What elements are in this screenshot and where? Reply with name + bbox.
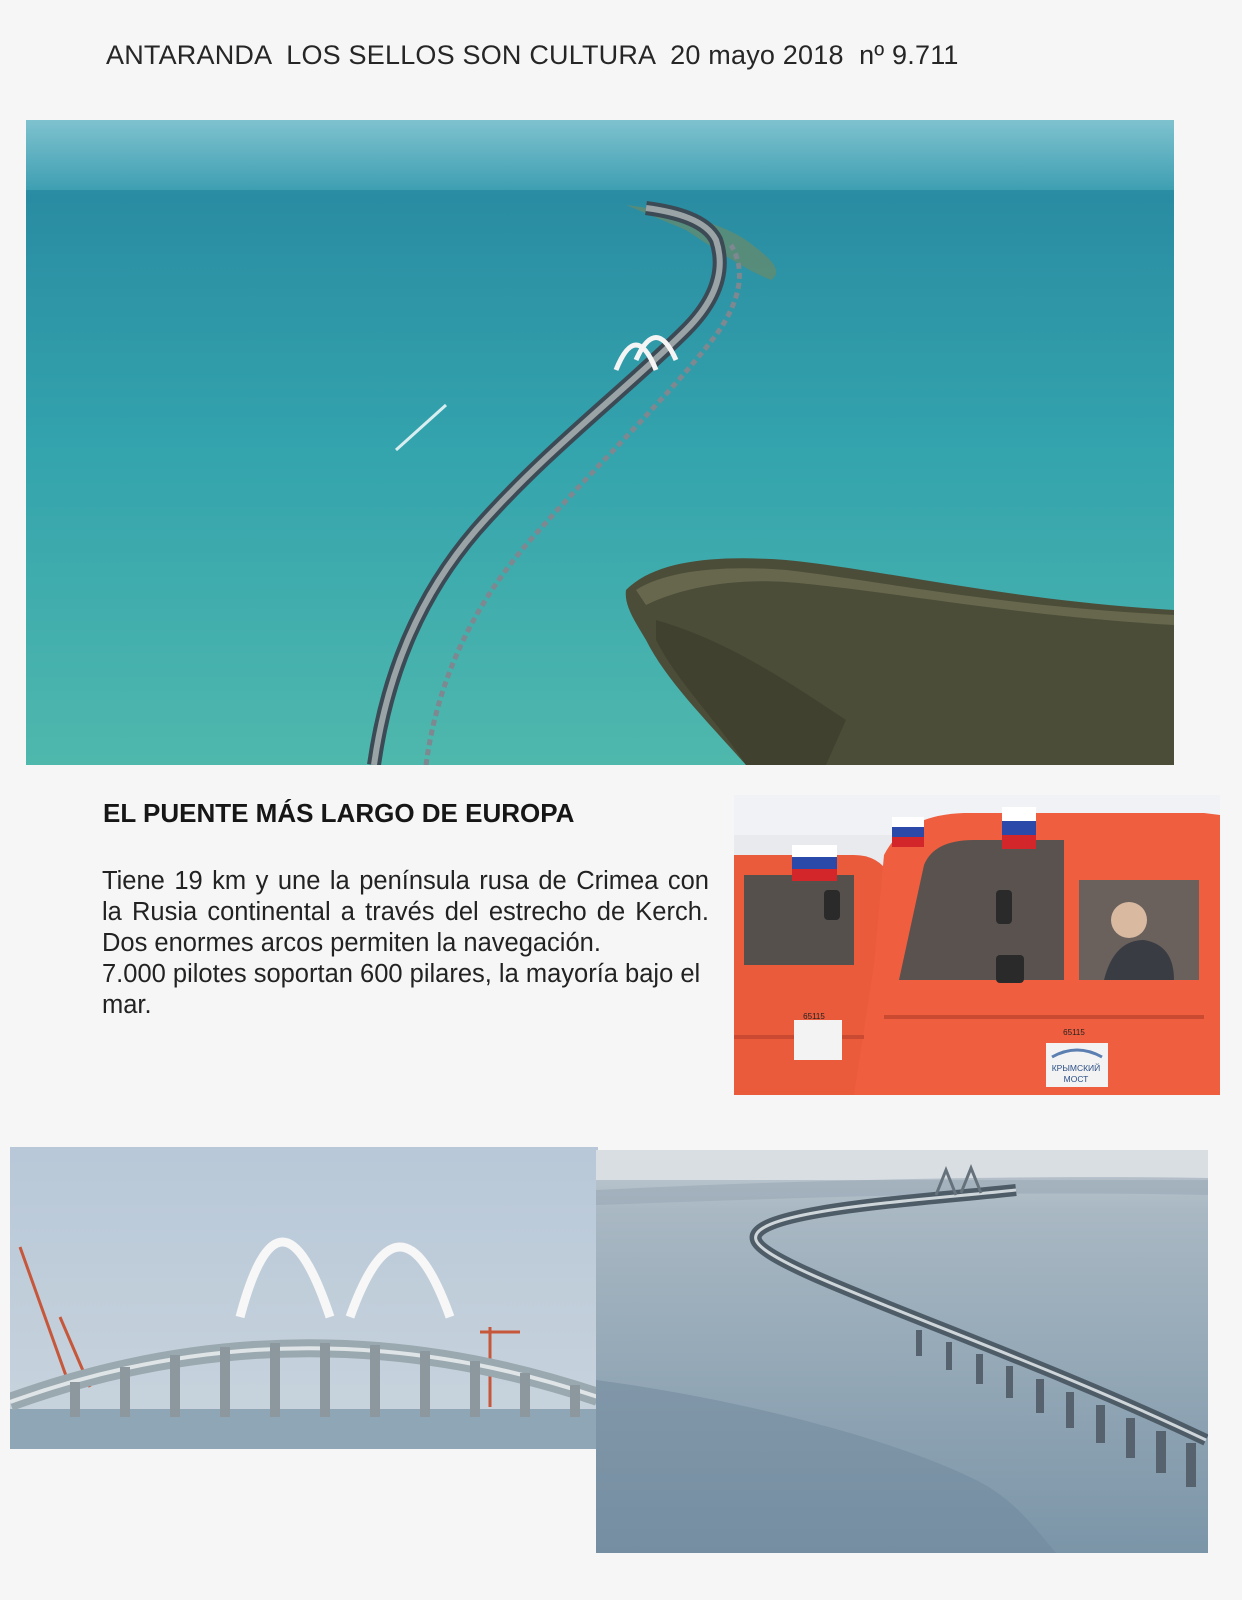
arch-bridge-photo xyxy=(10,1147,598,1449)
truck-plate-right: 65115 xyxy=(1063,1028,1085,1037)
article-title: EL PUENTE MÁS LARGO DE EUROPA xyxy=(103,798,575,828)
trucks-photo xyxy=(734,795,1220,1095)
article-body xyxy=(102,866,709,1021)
truck-sign-line-1: КРЫМСКИЙ xyxy=(1051,1063,1101,1073)
page-header: ANTARANDA LOS SELLOS SON CULTURA 20 mayo 2018 nº 9.711 xyxy=(106,40,959,70)
aerial-bridge-photo xyxy=(26,120,1174,765)
truck-plate-left: 65115 xyxy=(803,1012,825,1021)
article-paragraph-1: Tiene 19 km y une la península rusa de Crimea con la Rusia continental a través del estrecho de Kerch. Dos enormes arcos permiten la navegación. xyxy=(102,867,709,957)
article-paragraph-2: 7.000 pilotes soportan 600 pilares, la mayoría bajo el mar. xyxy=(102,960,701,1019)
truck-sign-line-2: МОСТ xyxy=(1063,1074,1089,1084)
long-bridge-photo xyxy=(596,1150,1208,1553)
